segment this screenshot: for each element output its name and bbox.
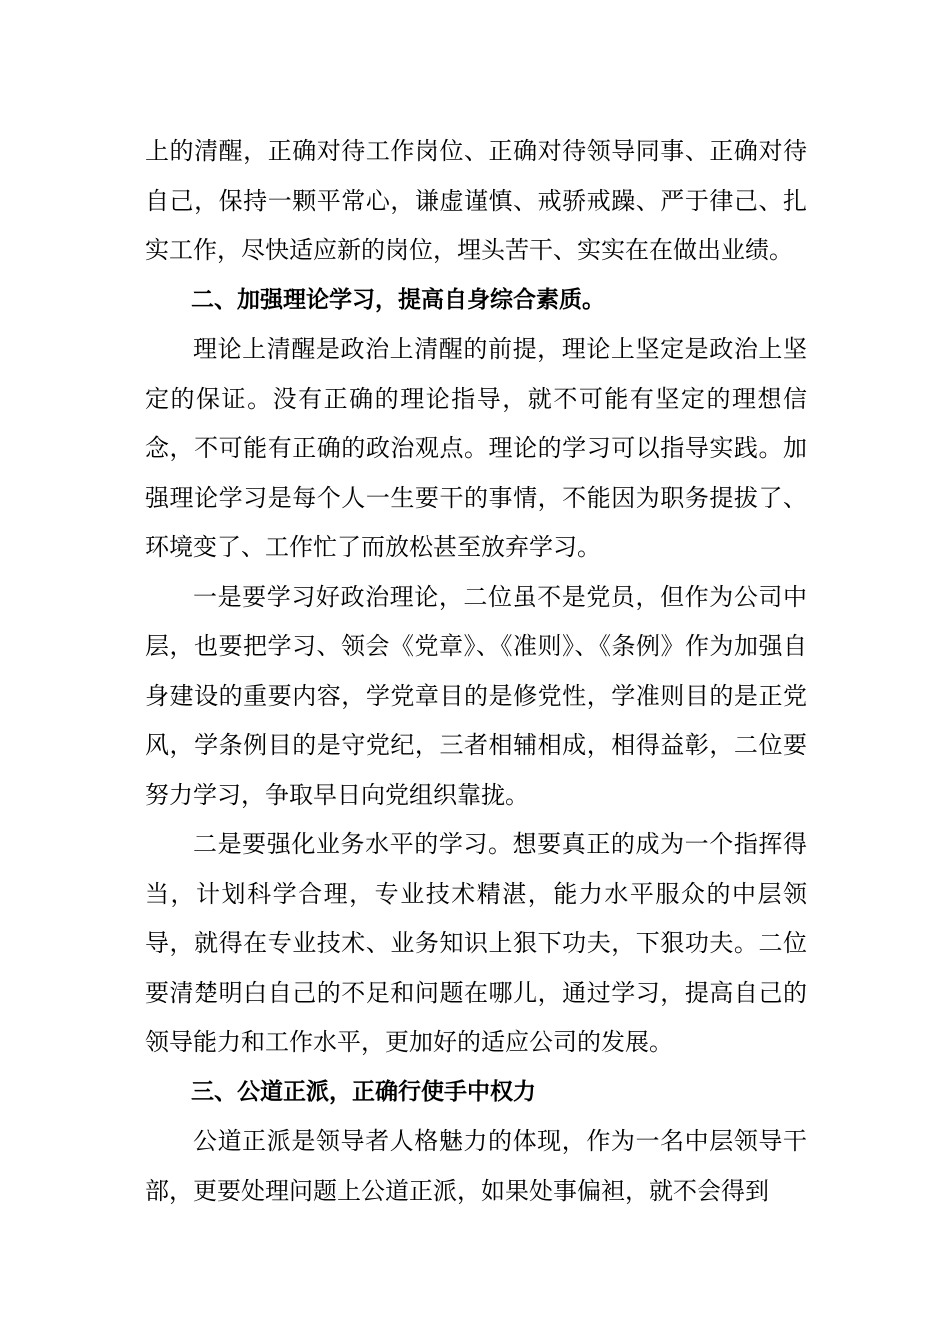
section-heading-3: 三、公道正派，正确行使手中权力 — [191, 1078, 536, 1105]
paragraph-business-study: 二是要强化业务水平的学习。想要真正的成为一个指挥得当，计划科学合理，专业技术精湛，能力水平服众的中层领导，就得在专业技术、业务知识上狠下功夫，下狠功夫。二位要清楚明白自己的不足和问题在哪儿，通过学习，提高自己的领导能力和工作水平，更加好的适应公司的发展。 — [145, 830, 807, 1056]
paragraph-political-theory: 一是要学习好政治理论，二位虽不是党员，但作为公司中层，也要把学习、领会《党章》、《准则》、《条例》作为加强自身建设的重要内容，学党章目的是修党性，学准则目的是正党风，学条例目的是守党纪，三者相辅相成，相得益彰，二位要努力学习，争取早日向党组织靠拢。 — [145, 582, 807, 809]
document-body — [145, 127, 807, 1216]
paragraph-continuation: 上的清醒，正确对待工作岗位、正确对待领导同事、正确对待自己，保持一颗平常心，谦虚谨慎、戒骄戒躁、严于律己、扎实工作，尽快适应新的岗位，埋头苦干、实实在在做出业绩。 — [145, 137, 807, 264]
paragraph-fairness: 公道正派是领导者人格魅力的体现，作为一名中层领导干部，更要处理问题上公道正派，如果处事偏袒，就不会得到 — [145, 1127, 807, 1205]
paragraph-theory-study: 理论上清醒是政治上清醒的前提，理论上坚定是政治上坚定的保证。没有正确的理论指导，就不可能有坚定的理想信念，不可能有正确的政治观点。理论的学习可以指导实践。加强理论学习是每个人一生要干的事情，不能因为职务提拔了、环境变了、工作忙了而放松甚至放弃学习。 — [145, 335, 807, 561]
section-heading-2: 二、加强理论学习，提高自身综合素质。 — [191, 286, 605, 313]
